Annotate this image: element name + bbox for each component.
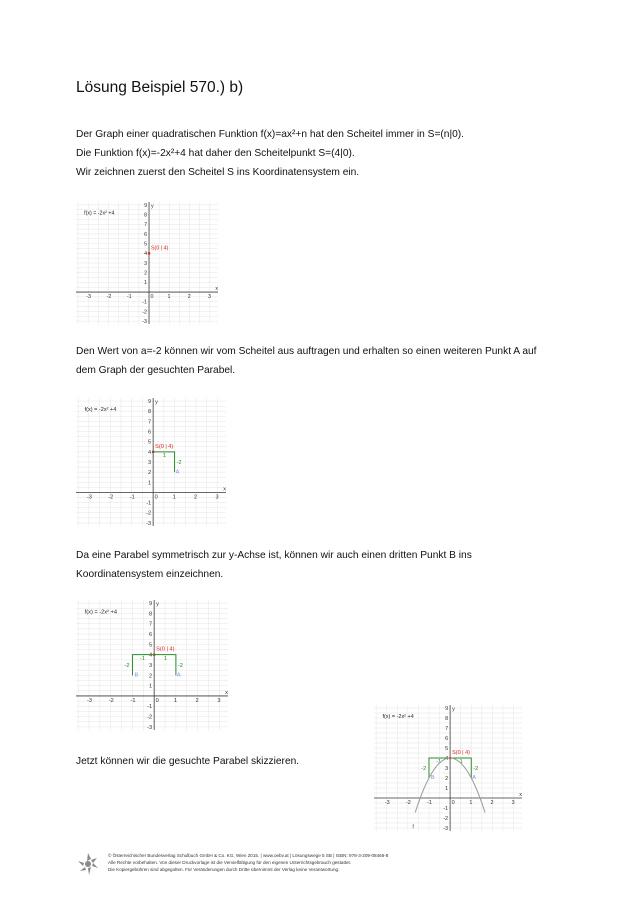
y-tick-label: 6 — [148, 429, 152, 436]
x-tick-label: -3 — [87, 698, 93, 705]
y-tick-label: 5 — [445, 745, 449, 752]
x-tick-label: 2 — [187, 293, 191, 300]
x-tick-label: 1 — [173, 698, 178, 705]
y-tick-label: 9 — [148, 398, 152, 405]
y-tick-label: 4 — [144, 251, 148, 258]
y-tick-label: -2 — [147, 714, 153, 721]
y-tick-label: -1 — [142, 299, 148, 306]
point-b-label: B — [134, 672, 139, 679]
point-a-label: A — [176, 672, 181, 679]
y-tick-label: -3 — [142, 318, 148, 325]
graph-step-2 — [76, 398, 226, 526]
x-tick-label: -1 — [427, 800, 432, 807]
x-tick-label: 0 — [451, 800, 455, 807]
function-label: f(x) = -2x² +4 — [382, 714, 414, 720]
y-tick-label: 9 — [445, 705, 449, 712]
x-tick-label: 2 — [195, 698, 199, 705]
y-tick-label: -2 — [443, 815, 449, 822]
y-axis-label: y — [452, 706, 455, 713]
y-tick-label: 5 — [144, 241, 148, 248]
coordinate-system — [76, 600, 228, 730]
coordinate-system — [76, 398, 226, 526]
copyright-line: Alle Rechte vorbehalten. Von dieser Druckvorlage ist die Vervielfältigung für den eigenen Unterrichtsgebrauch gestattet. — [108, 860, 352, 865]
y-tick-label: -3 — [146, 520, 152, 527]
step4-line: Jetzt können wir die gesuchte Parabel skizzieren. — [76, 756, 300, 767]
step-run-left-label: -1 — [436, 759, 442, 766]
graph-step-1 — [76, 202, 218, 324]
y-tick-label: 8 — [148, 409, 152, 416]
x-tick-label: 3 — [208, 293, 211, 300]
x-tick-label: -3 — [86, 494, 92, 501]
y-tick-label: 8 — [149, 611, 153, 618]
y-tick-label: 3 — [445, 765, 449, 772]
x-tick-label: -2 — [108, 698, 114, 705]
y-tick-label: -1 — [146, 500, 152, 507]
x-tick-label: 2 — [194, 494, 198, 501]
step-run-label: 1 — [459, 759, 463, 766]
function-label: f(x) = -2x² +4 — [84, 210, 115, 217]
step-rise-left-label: -2 — [421, 766, 427, 772]
point-b-label: B — [430, 775, 435, 782]
copyright-text — [108, 852, 388, 873]
vertex-label: S(0 | 4) — [151, 245, 169, 252]
curve-label: f — [412, 824, 414, 831]
y-tick-label: 3 — [144, 260, 148, 267]
y-axis-label: y — [156, 601, 159, 608]
y-tick-label: 4 — [149, 652, 153, 659]
x-tick-label: 2 — [490, 800, 494, 807]
y-tick-label: 3 — [149, 662, 153, 669]
x-tick-label: 0 — [154, 494, 158, 501]
step-rise-label: -2 — [177, 663, 183, 669]
y-tick-label: 1 — [445, 785, 449, 792]
intro-line: Die Funktion f(x)=-2x²+4 hat daher den Scheitelpunkt S=(4|0). — [76, 148, 355, 159]
x-tick-label: -1 — [129, 494, 135, 501]
x-tick-label: 3 — [215, 494, 219, 501]
y-tick-label: 6 — [445, 735, 449, 742]
step-rise-label: -2 — [176, 460, 182, 466]
x-tick-label: 1 — [172, 494, 176, 501]
intro-line: Wir zeichnen zuerst den Scheitel S ins Koordinatensystem ein. — [76, 167, 360, 178]
y-tick-label: 9 — [149, 601, 153, 608]
x-tick-label: -3 — [86, 293, 92, 300]
y-tick-label: -2 — [146, 510, 152, 517]
step-rise-label: -2 — [473, 766, 479, 772]
x-tick-label: -2 — [108, 494, 114, 501]
step-run-label: 1 — [162, 453, 166, 460]
copyright-line: Die Kopiergebühren sind abgegolten. Für Veränderungen durch Dritte übernimmt der Verlag keine Verantwortung. — [108, 867, 340, 872]
x-tick-label: -2 — [106, 293, 112, 300]
x-axis-label: x — [225, 689, 229, 696]
function-label: f(x) = -2x² +4 — [84, 609, 117, 616]
coordinate-system — [374, 705, 522, 831]
y-tick-label: 7 — [144, 222, 148, 229]
y-tick-label: 2 — [148, 470, 152, 477]
y-tick-label: 8 — [144, 212, 148, 219]
step2-line: Den Wert von a=-2 können wir vom Scheitel aus auftragen und erhalten so einen weiteren Punkt A auf — [76, 346, 537, 357]
x-tick-label: -1 — [126, 293, 132, 300]
y-tick-label: 1 — [149, 683, 153, 690]
step-run-label: 1 — [164, 656, 168, 663]
step3-paragraph — [76, 546, 576, 584]
vertex-label: S(0 | 4) — [156, 646, 175, 653]
y-tick-label: 6 — [149, 632, 153, 639]
y-tick-label: -1 — [443, 805, 449, 812]
y-tick-label: 5 — [148, 439, 152, 446]
x-axis-label: x — [223, 486, 226, 493]
x-tick-label: 1 — [469, 800, 473, 807]
step3-line: Da eine Parabel symmetrisch zur y-Achse ist, können wir auch einen dritten Punkt B ins — [76, 550, 472, 561]
vertex-label: S(0 | 4) — [155, 443, 174, 450]
intro-paragraph — [76, 125, 576, 182]
vertex-point — [148, 252, 151, 255]
x-tick-label: 0 — [150, 293, 154, 300]
graph-step-4 — [374, 705, 522, 831]
x-tick-label: -1 — [130, 698, 136, 705]
step2-line: dem Graph der gesuchten Parabel. — [76, 365, 236, 376]
y-axis-label: y — [151, 203, 154, 210]
publisher-logo-icon — [76, 852, 100, 876]
step-rise-left-label: -2 — [124, 663, 130, 669]
y-tick-label: -1 — [147, 704, 153, 711]
x-tick-label: 3 — [217, 698, 221, 705]
y-tick-label: 7 — [149, 621, 153, 628]
copyright-line: © Österreichischer Bundesverlag Schulbuch GmbH & Co. KG, Wien 2015. | www.oebv.at | Lösungswege 5 SB | ISBN: 978-3-209-08466-8 — [108, 853, 389, 858]
y-tick-label: 2 — [149, 673, 153, 680]
y-tick-label: 1 — [144, 280, 148, 287]
y-tick-label: 4 — [148, 449, 152, 456]
y-tick-label: 5 — [149, 642, 153, 649]
point-a-label: A — [175, 469, 180, 476]
x-tick-label: 1 — [167, 293, 171, 300]
y-tick-label: 2 — [144, 270, 148, 277]
x-axis-label: x — [215, 286, 219, 293]
y-tick-label: -3 — [147, 724, 153, 731]
x-tick-label: -2 — [405, 800, 411, 807]
vertex-label: S(0 | 4) — [452, 750, 470, 757]
page-title: Lösung Beispiel 570.) b) — [76, 79, 244, 96]
y-tick-label: 9 — [144, 202, 148, 209]
y-tick-label: 7 — [148, 419, 152, 426]
x-tick-label: -3 — [384, 800, 390, 807]
y-tick-label: 7 — [445, 725, 449, 732]
intro-line: Der Graph einer quadratischen Funktion f(x)=ax²+n hat den Scheitel immer in S=(n|0). — [76, 129, 464, 140]
step3-line: Koordinatensystem einzeichnen. — [76, 569, 224, 580]
y-tick-label: 6 — [144, 231, 148, 238]
x-tick-label: 3 — [511, 800, 515, 807]
y-tick-label: -3 — [443, 825, 449, 832]
function-label: f(x) = -2x² +4 — [84, 407, 117, 414]
x-axis-label: x — [519, 792, 522, 798]
x-tick-label: 0 — [155, 698, 159, 705]
y-tick-label: 1 — [148, 480, 152, 487]
y-tick-label: 2 — [445, 775, 449, 782]
footer — [76, 848, 556, 888]
step2-paragraph — [76, 342, 576, 380]
y-tick-label: 4 — [445, 755, 449, 762]
y-tick-label: 3 — [148, 459, 152, 466]
y-tick-label: 8 — [445, 715, 449, 722]
y-axis-label: y — [155, 399, 158, 406]
point-a-label: A — [472, 775, 476, 782]
graph-step-3 — [76, 600, 228, 730]
coordinate-system — [76, 202, 218, 324]
step-run-left-label: -1 — [139, 656, 145, 663]
y-tick-label: -2 — [142, 309, 148, 316]
